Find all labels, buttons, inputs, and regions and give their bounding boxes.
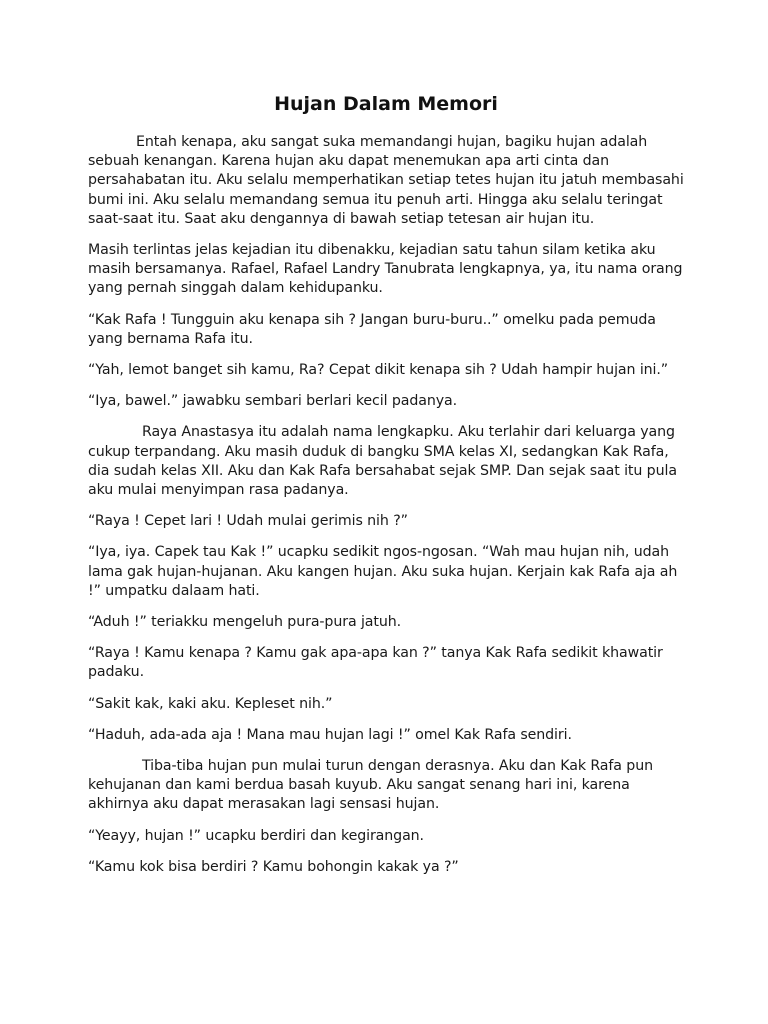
dialogue-paragraph: “Raya ! Cepet lari ! Udah mulai gerimis nih ?”	[88, 513, 408, 530]
dialogue-paragraph: “Sakit kak, kaki aku. Kepleset nih.”	[88, 695, 333, 712]
paragraph: Tiba-tiba hujan pun mulai turun dengan derasnya. Aku dan Kak Rafa pun kehujanan dan kami berdua basah kuyub. Aku sangat senang hari ini, karena akhirnya aku dapat merasakan lagi sensasi hujan.	[88, 758, 653, 813]
dialogue-paragraph: “Raya ! Kamu kenapa ? Kamu gak apa-apa kan ?” tanya Kak Rafa sedikit khawatir padaku.	[88, 645, 663, 681]
dialogue-paragraph: “Kak Rafa ! Tungguin aku kenapa sih ? Jangan buru-buru..” omelku pada pemuda yang bernama Rafa itu.	[88, 311, 656, 347]
paragraph: Masih terlintas jelas kejadian itu dibenakku, kejadian satu tahun silam ketika aku masih bersamanya. Rafael, Rafael Landry Tanubrata lengkapnya, ya, itu nama orang yang pernah singgah dalam kehidupanku.	[88, 242, 683, 297]
dialogue-paragraph: “Kamu kok bisa berdiri ? Kamu bohongin kakak ya ?”	[88, 858, 459, 875]
paragraph: Raya Anastasya itu adalah nama lengkapku. Aku terlahir dari keluarga yang cukup terpandang. Aku masih duduk di bangku SMA kelas XI, sedangkan Kak Rafa, dia sudah kelas XII. Aku dan Kak Rafa bersahabat sejak SMP. Dan sejak saat itu pula aku mulai menyimpan rasa padanya.	[88, 424, 677, 499]
dialogue-paragraph: “Yeayy, hujan !” ucapku berdiri dan kegirangan.	[88, 827, 424, 844]
dialogue-paragraph: “Iya, iya. Capek tau Kak !” ucapku sedikit ngos-ngosan. “Wah mau hujan nih, udah lama gak hujan-hujanan. Aku kangen hujan. Aku suka hujan. Kerjain kak Rafa aja ah !” umpatku dalaam hati.	[88, 544, 678, 599]
dialogue-paragraph: “Iya, bawel.” jawabku sembari berlari kecil padanya.	[88, 393, 458, 410]
dialogue-paragraph: “Yah, lemot banget sih kamu, Ra? Cepat dikit kenapa sih ? Udah hampir hujan ini.”	[88, 362, 669, 379]
document-title: Hujan Dalam Memori	[274, 93, 498, 115]
dialogue-paragraph: “Haduh, ada-ada aja ! Mana mau hujan lagi !” omel Kak Rafa sendiri.	[88, 726, 572, 743]
document-page	[88, 92, 684, 889]
dialogue-paragraph: “Aduh !” teriakku mengeluh pura-pura jatuh.	[88, 614, 402, 631]
paragraph: Entah kenapa, aku sangat suka memandangi hujan, bagiku hujan adalah sebuah kenangan. Karena hujan aku dapat menemukan apa arti cinta dan persahabatan itu. Aku selalu memperhatikan setiap tetes hujan itu jatuh membasahi bumi ini. Aku selalu memandang semua itu penuh arti. Hingga aku selalu teringat saat-saat itu. Saat aku dengannya di bawah setiap tetesan air hujan itu.	[88, 134, 684, 227]
